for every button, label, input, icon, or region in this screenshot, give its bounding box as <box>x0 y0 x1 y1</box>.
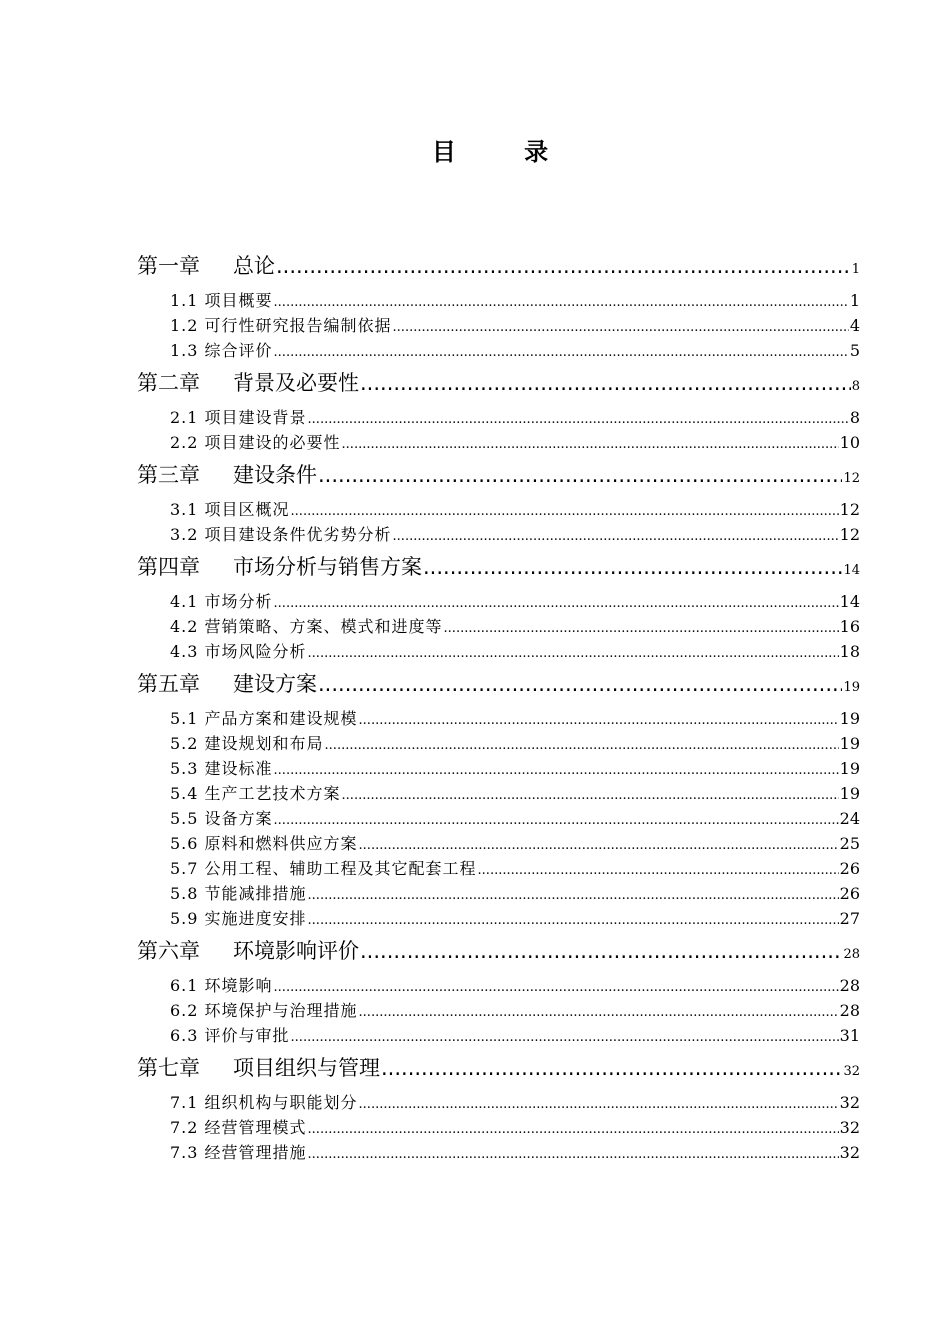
dot-leader <box>274 808 839 833</box>
section-page-number: 24 <box>839 809 860 828</box>
chapter-page-number: 19 <box>843 680 860 695</box>
toc-section-entry[interactable] <box>137 806 860 831</box>
toc-chapter-entry[interactable] <box>137 248 860 285</box>
section-page-number: 26 <box>839 859 860 878</box>
toc-title: 目 录 <box>431 138 579 166</box>
toc-section-entry[interactable] <box>137 756 860 781</box>
dot-leader <box>308 1142 839 1167</box>
chapter-label <box>137 248 275 285</box>
section-page-number: 19 <box>839 709 860 728</box>
toc-section-entry[interactable] <box>137 313 860 338</box>
dot-leader <box>478 858 839 883</box>
section-page-number: 14 <box>839 592 860 611</box>
chapter-page-number: 12 <box>843 471 860 486</box>
chapter-label <box>137 1050 380 1087</box>
section-label: 4.1 市场分析 <box>170 592 273 611</box>
dot-leader <box>359 1000 839 1025</box>
section-page-number: 28 <box>839 1001 860 1020</box>
section-page-number: 26 <box>839 884 860 903</box>
section-label: 3.2 项目建设条件优劣势分析 <box>170 525 392 544</box>
section-page-number: 32 <box>839 1093 860 1112</box>
toc-section-entry[interactable] <box>137 881 860 906</box>
dot-leader <box>359 1092 839 1117</box>
section-page-number: 12 <box>839 525 860 544</box>
section-page-number: 25 <box>839 834 860 853</box>
dot-leader <box>393 524 839 549</box>
section-label: 1.3 综合评价 <box>170 341 273 360</box>
dot-leader <box>274 591 839 616</box>
dot-leader <box>359 708 839 733</box>
section-label: 5.3 建设标准 <box>170 759 273 778</box>
chapter-number: 第七章 <box>137 1056 200 1080</box>
chapter-number: 第五章 <box>137 672 200 696</box>
toc-section-entry[interactable] <box>137 497 860 522</box>
section-label: 3.1 项目区概况 <box>170 500 290 519</box>
section-label: 4.3 市场风险分析 <box>170 642 307 661</box>
dot-leader <box>318 666 842 703</box>
toc-section-entry[interactable] <box>137 589 860 614</box>
chapter-number: 第二章 <box>137 371 200 395</box>
dot-leader <box>359 833 839 858</box>
dot-leader <box>276 248 851 285</box>
chapter-title: 总论 <box>233 254 275 278</box>
toc-section-entry[interactable] <box>137 1140 860 1165</box>
section-label: 7.1 组织机构与职能划分 <box>170 1093 358 1112</box>
section-label: 6.3 评价与审批 <box>170 1026 290 1045</box>
section-label: 2.1 项目建设背景 <box>170 408 307 427</box>
toc-section-entry[interactable] <box>137 1115 860 1140</box>
toc-section-entry[interactable] <box>137 906 860 931</box>
dot-leader <box>291 499 839 524</box>
toc-section-entry[interactable] <box>137 639 860 664</box>
chapter-label <box>137 666 317 703</box>
toc-section-entry[interactable] <box>137 856 860 881</box>
chapter-number: 第一章 <box>137 254 200 278</box>
toc-section-entry[interactable] <box>137 998 860 1023</box>
toc-chapter-entry[interactable] <box>137 457 860 494</box>
section-label: 5.1 产品方案和建设规模 <box>170 709 358 728</box>
section-page-number: 28 <box>839 976 860 995</box>
dot-leader <box>274 290 849 315</box>
section-label: 5.2 建设规划和布局 <box>170 734 324 753</box>
dot-leader <box>308 407 849 432</box>
section-label: 5.7 公用工程、辅助工程及其它配套工程 <box>170 859 477 878</box>
chapter-page-number: 8 <box>851 379 860 394</box>
chapter-page-number: 14 <box>843 563 860 578</box>
chapter-number: 第六章 <box>137 939 200 963</box>
toc-section-entry[interactable] <box>137 288 860 313</box>
dot-leader <box>342 783 839 808</box>
chapter-title: 市场分析与销售方案 <box>233 555 422 579</box>
dot-leader <box>291 1025 839 1050</box>
section-page-number: 27 <box>839 909 860 928</box>
chapter-page-number: 32 <box>843 1064 860 1079</box>
toc-chapter-entry[interactable] <box>137 365 860 402</box>
table-of-contents <box>137 248 860 1165</box>
section-page-number: 1 <box>849 291 860 310</box>
dot-leader <box>318 457 842 494</box>
dot-leader <box>274 975 839 1000</box>
toc-section-entry[interactable] <box>137 831 860 856</box>
chapter-title: 建设条件 <box>233 463 317 487</box>
dot-leader <box>308 641 839 666</box>
toc-chapter-entry[interactable] <box>137 549 860 586</box>
section-page-number: 32 <box>839 1143 860 1162</box>
dot-leader <box>360 365 851 402</box>
dot-leader <box>308 908 839 933</box>
section-label: 2.2 项目建设的必要性 <box>170 433 341 452</box>
dot-leader <box>381 1050 842 1087</box>
dot-leader <box>342 432 839 457</box>
dot-leader <box>444 616 839 641</box>
chapter-title: 背景及必要性 <box>233 371 359 395</box>
dot-leader <box>360 933 842 970</box>
section-page-number: 12 <box>839 500 860 519</box>
section-label: 5.4 生产工艺技术方案 <box>170 784 341 803</box>
toc-chapter-entry[interactable] <box>137 666 860 703</box>
section-page-number: 31 <box>839 1026 860 1045</box>
toc-section-entry[interactable] <box>137 430 860 455</box>
section-page-number: 16 <box>839 617 860 636</box>
toc-chapter-entry[interactable] <box>137 933 860 970</box>
chapter-label <box>137 933 359 970</box>
dot-leader <box>274 758 839 783</box>
dot-leader <box>423 549 842 586</box>
toc-section-entry[interactable] <box>137 973 860 998</box>
dot-leader <box>325 733 839 758</box>
section-page-number: 4 <box>849 316 860 335</box>
toc-section-entry[interactable] <box>137 731 860 756</box>
section-label: 6.1 环境影响 <box>170 976 273 995</box>
section-label: 7.2 经营管理模式 <box>170 1118 307 1137</box>
chapter-label <box>137 457 317 494</box>
toc-section-entry[interactable] <box>137 1023 860 1048</box>
section-page-number: 5 <box>849 341 860 360</box>
section-page-number: 10 <box>839 433 860 452</box>
dot-leader <box>393 315 849 340</box>
chapter-label <box>137 365 359 402</box>
toc-section-entry[interactable] <box>137 522 860 547</box>
dot-leader <box>274 340 849 365</box>
section-page-number: 19 <box>839 784 860 803</box>
chapter-page-number: 1 <box>851 262 860 277</box>
chapter-title: 项目组织与管理 <box>233 1056 380 1080</box>
section-label: 1.2 可行性研究报告编制依据 <box>170 316 392 335</box>
section-label: 5.9 实施进度安排 <box>170 909 307 928</box>
dot-leader <box>308 883 839 908</box>
section-page-number: 18 <box>839 642 860 661</box>
section-label: 5.6 原料和燃料供应方案 <box>170 834 358 853</box>
section-page-number: 19 <box>839 734 860 753</box>
toc-section-entry[interactable] <box>137 338 860 363</box>
chapter-label <box>137 549 422 586</box>
chapter-title: 环境影响评价 <box>233 939 359 963</box>
section-label: 7.3 经营管理措施 <box>170 1143 307 1162</box>
toc-chapter-entry[interactable] <box>137 1050 860 1087</box>
chapter-number: 第三章 <box>137 463 200 487</box>
chapter-title: 建设方案 <box>233 672 317 696</box>
toc-section-entry[interactable] <box>137 405 860 430</box>
chapter-page-number: 28 <box>843 947 860 962</box>
toc-section-entry[interactable] <box>137 706 860 731</box>
toc-section-entry[interactable] <box>137 1090 860 1115</box>
toc-section-entry[interactable] <box>137 614 860 639</box>
section-label: 5.8 节能减排措施 <box>170 884 307 903</box>
section-page-number: 19 <box>839 759 860 778</box>
section-label: 5.5 设备方案 <box>170 809 273 828</box>
section-label: 1.1 项目概要 <box>170 291 273 310</box>
dot-leader <box>308 1117 839 1142</box>
section-label: 6.2 环境保护与治理措施 <box>170 1001 358 1020</box>
section-label: 4.2 营销策略、方案、模式和进度等 <box>170 617 443 636</box>
toc-section-entry[interactable] <box>137 781 860 806</box>
section-page-number: 8 <box>849 408 860 427</box>
section-page-number: 32 <box>839 1118 860 1137</box>
chapter-number: 第四章 <box>137 555 200 579</box>
